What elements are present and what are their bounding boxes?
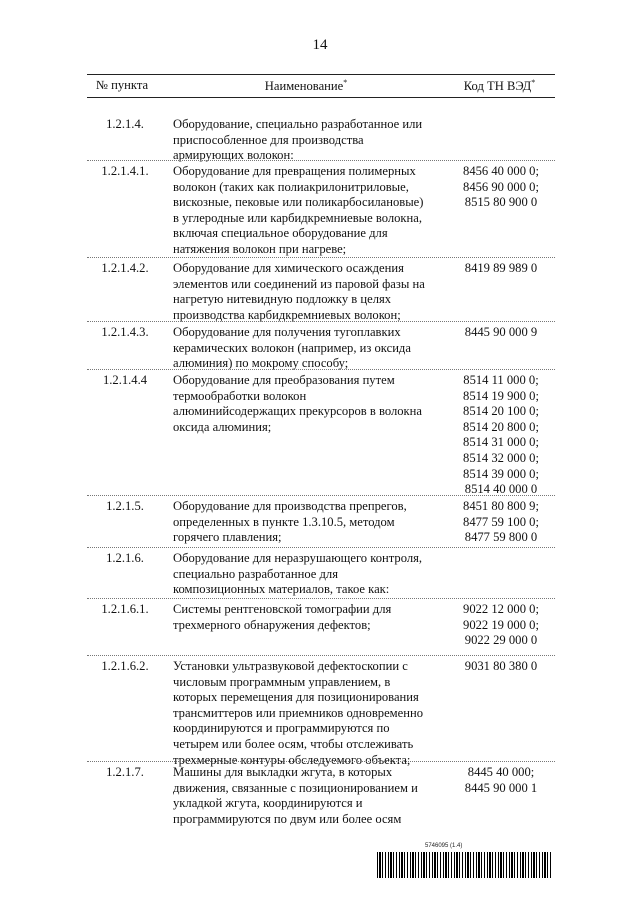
item-codes (447, 496, 555, 546)
item-name (173, 762, 441, 827)
tn-ved-code: 9022 12 000 0; (463, 602, 539, 616)
item-name-line: Системы рентгеновской томографии для (173, 602, 392, 616)
item-name-line: волокон (таких как полиакрилонитриловые, (173, 179, 409, 194)
item-number: 1.2.1.4.1. (101, 164, 149, 178)
table-row (87, 761, 555, 826)
item-name-line: нагретую нитевидную подложку в целях (173, 292, 392, 307)
tn-ved-code: 8514 19 900 0; (463, 388, 539, 403)
item-name-line: алюминия) по мокрому способу; (173, 356, 349, 371)
table-row (87, 369, 555, 497)
item-name-line: Установки ультразвуковой дефектоскопии с (173, 659, 408, 673)
item-name-line: включая специальное оборудование для (173, 226, 388, 241)
item-number: 1.2.1.6.1. (101, 602, 149, 616)
item-name-line: горячего плавления; (173, 530, 282, 545)
tn-ved-code: 9031 80 380 0 (464, 659, 538, 673)
item-name-line: трехмерные контуры обследуемого объекта; (173, 752, 411, 767)
item-name (173, 496, 441, 546)
item-name-line: композиционных материалов, такое как: (173, 582, 390, 597)
item-name (173, 114, 441, 164)
page-number: 14 (312, 37, 328, 53)
item-name-line: Оборудование для получения тугоплавких (173, 325, 401, 339)
item-name (173, 370, 441, 435)
item-name-line: натяжения волокон при нагреве; (173, 241, 347, 256)
item-name-line: Оборудование для химического осаждения (173, 261, 404, 275)
tn-ved-code: 8477 59 100 0; (463, 514, 539, 529)
item-name-line: специально разработанное для (173, 566, 338, 581)
item-number: 1.2.1.4.4 (102, 373, 148, 387)
item-name-line: четырем или более осям, чтобы отслеживать (173, 736, 414, 751)
item-codes (447, 258, 555, 277)
item-name (173, 258, 441, 323)
tn-ved-code: 8451 80 800 9; (463, 499, 539, 513)
tn-ved-code: 8514 20 100 0; (463, 404, 539, 419)
document-code: 5746095 (1.4) (425, 843, 463, 849)
tn-ved-code: 8456 90 000 0; (463, 179, 539, 194)
tn-ved-code: 8515 80 900 0 (464, 195, 538, 210)
table-row (87, 495, 555, 545)
tn-ved-code: 9022 19 000 0; (463, 617, 539, 632)
item-name (173, 656, 441, 768)
item-name-line: которых перемещения для позиционирования (173, 690, 419, 705)
item-codes (447, 370, 555, 498)
item-codes (447, 656, 555, 675)
header-code: Код ТН ВЭД* (463, 78, 536, 94)
item-number: 1.2.1.6. (106, 551, 144, 565)
item-number: 1.2.1.4.2. (101, 261, 149, 275)
item-codes (447, 762, 555, 796)
item-name-line: термообработки волокон (173, 388, 307, 403)
header-name: Наименование* (264, 78, 348, 94)
footnote-mark: * (531, 78, 536, 87)
item-codes (447, 599, 555, 649)
table-row (87, 160, 555, 256)
item-number: 1.2.1.5. (106, 499, 144, 513)
table-row (87, 655, 555, 767)
table-row (87, 598, 555, 648)
item-name-line: в углеродные или карбидкремниевые волокна, (173, 210, 423, 225)
table-row (87, 257, 555, 322)
item-name-line: вискозные, пековые или поликарбосилановые) (173, 195, 424, 210)
tn-ved-code: 8456 40 000 0; (463, 164, 539, 178)
item-name (173, 548, 441, 598)
item-name-line: трехмерного обнаружения дефектов; (173, 617, 371, 632)
item-name-line: Машины для выкладки жгута, в которых (173, 765, 393, 779)
item-name-line: Оборудование для неразрушающего контроля, (173, 551, 423, 565)
item-name-line: определенных в пункте 1.3.10.5, методом (173, 514, 395, 529)
tn-ved-code: 8514 39 000 0; (463, 466, 539, 481)
item-number: 1.2.1.7. (106, 765, 144, 779)
barcode-icon (377, 852, 552, 878)
item-name-line: координируются и программируются по (173, 721, 390, 736)
item-name-line: приспособленное для производства (173, 132, 364, 147)
tn-ved-code: 8419 89 989 0 (464, 261, 538, 275)
tn-ved-code: 8514 20 800 0; (463, 419, 539, 434)
tn-ved-code: 8445 90 000 1 (464, 780, 538, 795)
table-header (87, 74, 555, 98)
item-name-line: числовым программным управлением, в (173, 674, 391, 689)
item-name-line: оксида алюминия; (173, 419, 272, 434)
header-number: № пункта (95, 78, 149, 92)
item-name-line: движения, связанные с позиционированием и (173, 780, 418, 795)
item-codes (447, 322, 555, 341)
table-row (87, 321, 555, 371)
table-row (87, 547, 555, 597)
tn-ved-code: 8445 90 000 9 (464, 325, 538, 339)
item-name-line: алюминийсодержащих прекурсоров в волокна (173, 404, 422, 419)
item-codes (447, 114, 555, 117)
item-name-line: керамических волокон (например, из оксида (173, 340, 411, 355)
item-number: 1.2.1.4. (106, 117, 144, 131)
tn-ved-code: 8514 11 000 0; (463, 373, 539, 387)
tn-ved-code: 8477 59 800 0 (464, 530, 538, 545)
item-name-line: укладкой жгута, координируются и (173, 796, 363, 811)
item-codes (447, 548, 555, 551)
item-name-line: трансмиттеров или приемников одновременно (173, 705, 424, 720)
item-name (173, 322, 441, 372)
tn-ved-code: 8514 40 000 0 (464, 482, 538, 497)
footnote-mark: * (343, 78, 348, 87)
tn-ved-code: 8514 32 000 0; (463, 450, 539, 465)
item-name-line: производства карбидкремниевых волокон; (173, 307, 401, 322)
item-number: 1.2.1.4.3. (101, 325, 149, 339)
item-name (173, 161, 441, 258)
item-name-line: Оборудование, специально разработанное или (173, 117, 423, 131)
item-name-line: Оборудование для превращения полимерных (173, 164, 416, 178)
tn-ved-code: 8445 40 000; (467, 765, 535, 779)
item-name-line: Оборудование для преобразования путем (173, 373, 395, 387)
item-name-line: Оборудование для производства препрегов, (173, 499, 407, 513)
item-codes (447, 161, 555, 211)
item-name (173, 599, 441, 633)
tn-ved-code: 9022 29 000 0 (464, 633, 538, 648)
item-name-line: программируются по двум или более осям (173, 811, 402, 826)
item-name-line: элементов или соединений из паровой фазы на (173, 276, 425, 291)
item-name-line: армирующих волокон: (173, 148, 294, 163)
tn-ved-code: 8514 31 000 0; (463, 435, 539, 450)
item-number: 1.2.1.6.2. (101, 659, 149, 673)
